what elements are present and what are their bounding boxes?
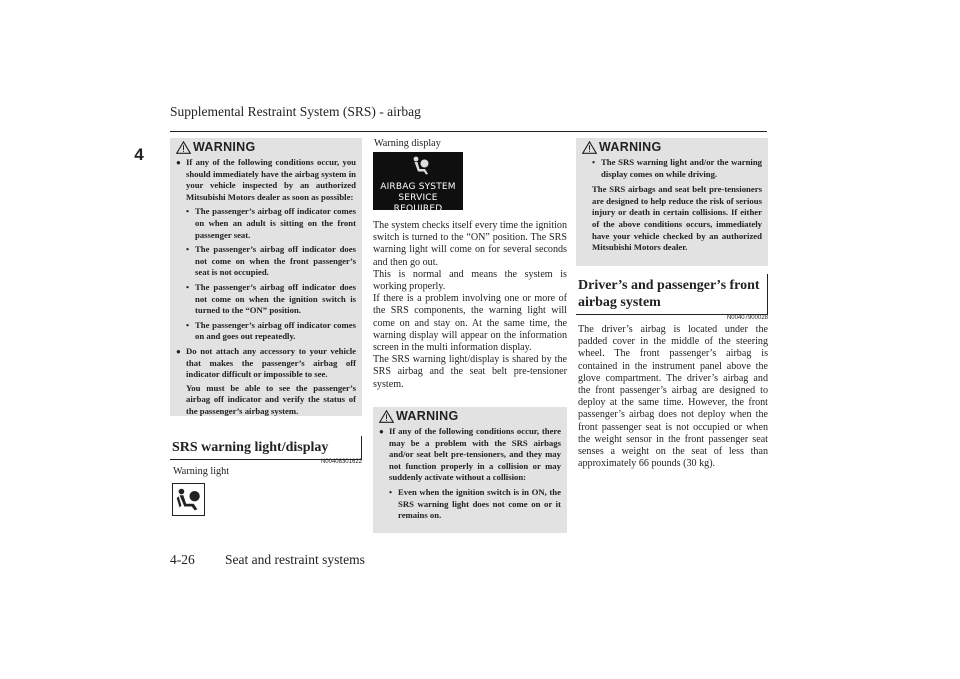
- warning-display-label: Warning display: [374, 138, 441, 149]
- warning-item: • The SRS warning light and/or the warning display comes on while driving.: [592, 157, 762, 179]
- warning-box-3: [576, 138, 768, 266]
- display-line-2: SERVICE REQUIRED: [393, 193, 443, 214]
- page-header-title: Supplemental Restraint System (SRS) - airbag: [170, 104, 421, 119]
- srs-body-text: The system checks itself every time the ignition switch is turned to the “ON” position. The SRS warning light will come on for several seconds and then go out. This is normal and means the system is working properly. If there is a problem involving one or more of the SRS components, the warning light will come on and stay on. At the same time, the warning display will appear on the information screen in the multi information display. The SRS warning light/display is shared by the SRS airbag and the seat belt pre-tensioner system.: [373, 220, 567, 390]
- front-airbag-body-text: The driver’s airbag is located under the padded cover in the middle of the steering wheel. The front passenger’s airbag is contained in the instrument panel above the glove compartment. The driver’s airbag and the front passenger’s airbag are designed to deploy at the same time. However, the front passenger’s airbag does not deploy when the front passenger seat is not occupied or when the weight sensor in the front passenger seat senses a weight on the seat of less than approximately 66 pounds (30 kg).: [578, 324, 768, 470]
- srs-warning-light-icon: [172, 483, 205, 516]
- section-heading-srs-warning: SRS warning light/display: [170, 436, 362, 460]
- warning-bullet: ● If any of the following conditions occur, you should immediately have the airbag system in your vehicle inspected by an authorized Mitsubishi Motors dealer as soon as possible:: [176, 157, 356, 202]
- bullet-icon: •: [186, 319, 190, 330]
- warning-paragraph: You must be able to see the passenger’s airbag off indicator and verify the status of the passenger’s airbag system.: [186, 382, 356, 416]
- warning-box-2: [373, 407, 567, 533]
- warning-paragraph: The SRS airbags and seat belt pre-tensioners are designed to help reduce the risk of serious injury or death in certain collisions. If either of the above conditions occurs, immediately have your vehicle checked by an authorized Mitsubishi Motors dealer.: [592, 184, 762, 253]
- bullet-icon: •: [592, 157, 596, 167]
- warning-box-1: [170, 138, 362, 416]
- doc-code: N00407900028: [726, 315, 768, 321]
- chapter-tab: 4: [134, 145, 144, 164]
- bullet-icon: ●: [176, 346, 181, 356]
- warning-header: [582, 138, 762, 156]
- display-line-1: AIRBAG SYSTEM: [380, 182, 456, 192]
- warning-item: • The passenger’s airbag off indicator comes on and goes out repeatedly.: [186, 319, 356, 342]
- warning-bullet: ● Do not attach any accessory to your vehicle that makes the passenger’s airbag off indicator difficult or impossible to see.: [176, 345, 356, 380]
- bullet-icon: •: [186, 244, 190, 255]
- warning-label: WARNING: [396, 409, 459, 423]
- bullet-icon: •: [186, 281, 190, 292]
- warning-label: WARNING: [193, 140, 256, 154]
- warning-label: WARNING: [599, 140, 662, 154]
- bullet-icon: •: [389, 486, 393, 497]
- section-name: Seat and restraint systems: [225, 552, 365, 567]
- warning-header: [176, 138, 356, 156]
- warning-triangle-icon: [379, 410, 394, 423]
- warning-light-label: Warning light: [173, 466, 230, 477]
- page-number: 4-26: [170, 552, 195, 567]
- airbag-service-display-image: [373, 152, 463, 214]
- warning-bullet: ● If any of the following conditions occur, there may be a problem with the SRS airbags and/or seat belt pre-tensioners, and they may not function properly in a collision or may suddenly activate without a collision:: [379, 426, 561, 483]
- warning-item: • The passenger’s airbag off indicator does not come on when the front passenger’s seat is not occupied.: [186, 244, 356, 278]
- warning-triangle-icon: [176, 141, 191, 154]
- warning-item: • Even when the ignition switch is in ON, the SRS warning light does not come on or it remains on.: [389, 486, 561, 521]
- warning-item: • The passenger’s airbag off indicator comes on when an adult is sitting on the front passenger seat.: [186, 206, 356, 240]
- bullet-icon: ●: [379, 427, 384, 436]
- warning-item: • The passenger’s airbag off indicator does not come on when the ignition switch is turned to the “ON” position.: [186, 281, 356, 316]
- warning-triangle-icon: [582, 141, 597, 154]
- bullet-icon: •: [186, 206, 190, 217]
- bullet-icon: ●: [176, 158, 181, 167]
- header-rule: [170, 131, 767, 132]
- warning-header: [379, 407, 561, 425]
- doc-code: N00408301622: [320, 459, 362, 465]
- section-heading-front-airbag: Driver’s and passenger’s front airbag system: [576, 274, 768, 315]
